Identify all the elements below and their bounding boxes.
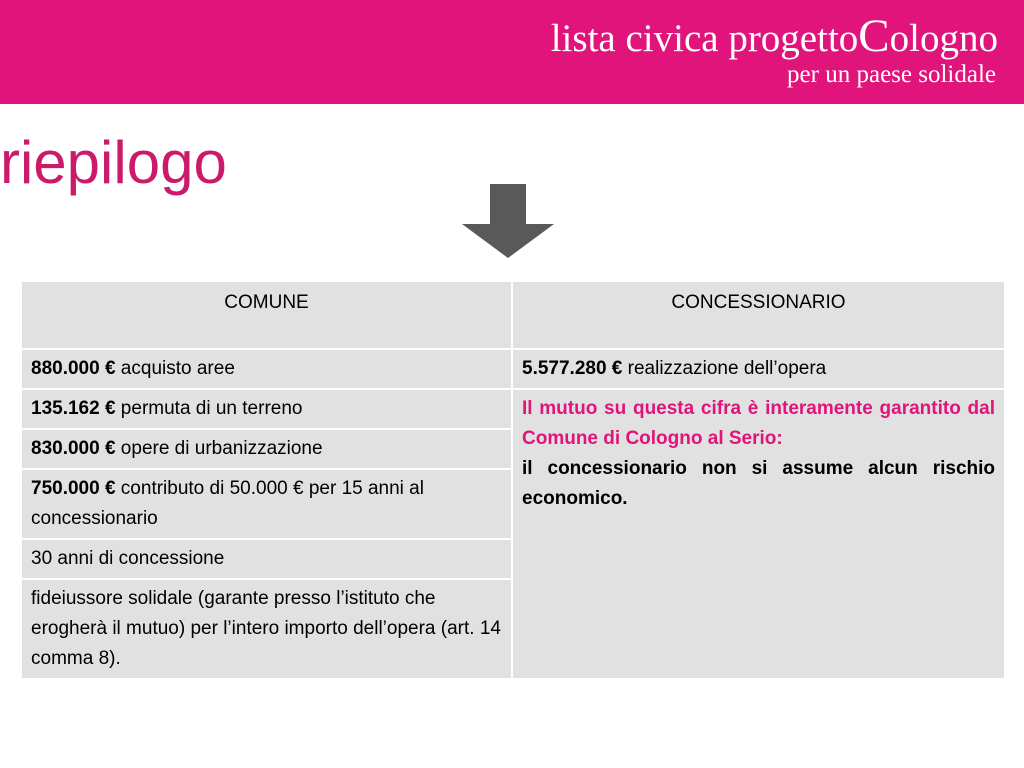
amount: 880.000 €	[31, 358, 116, 379]
description: opere di urbanizzazione	[115, 438, 323, 459]
comune-cell	[21, 579, 512, 679]
comune-cell	[21, 539, 512, 579]
description: 30 anni di concessione	[31, 548, 225, 569]
brand-title-part2: ologno	[889, 17, 998, 60]
header-banner	[0, 0, 1024, 104]
amount: 135.162 €	[31, 398, 116, 419]
comune-cell	[21, 429, 512, 469]
description: fideiussore solidale (garante presso l’istituto che erogherà il mutuo) per l’intero importo dell’opera (art. 14 comma 8).	[31, 588, 501, 669]
note-no-risk: il concessionario non si assume alcun rischio economico.	[522, 458, 995, 509]
concessionario-cell	[512, 349, 1005, 389]
amount: 750.000 €	[31, 478, 116, 499]
description: contributo di 50.000 € per 15 anni al concessionario	[31, 478, 424, 529]
description: realizzazione dell’opera	[622, 358, 827, 379]
table-header-row	[21, 281, 1005, 349]
table-row	[21, 389, 1005, 429]
comune-cell	[21, 349, 512, 389]
brand-title	[550, 10, 998, 62]
brand-title-part1: lista civica progetto	[550, 17, 859, 60]
note-guarantee: Il mutuo su questa cifra è interamente garantito dal Comune di Cologno al Serio:	[522, 398, 995, 449]
brand-title-big-letter: C	[858, 10, 890, 62]
header-comune: COMUNE	[21, 281, 512, 349]
page-title: riepilogo	[0, 129, 227, 196]
header-concessionario: CONCESSIONARIO	[512, 281, 1005, 349]
arrow-down-icon	[462, 184, 554, 258]
summary-table	[20, 280, 1006, 680]
concessionario-note	[512, 389, 1005, 679]
amount: 830.000 €	[31, 438, 116, 459]
brand-subtitle: per un paese solidale	[787, 61, 996, 88]
table-row	[21, 349, 1005, 389]
comune-cell	[21, 469, 512, 539]
amount: 5.577.280 €	[522, 358, 623, 379]
comune-cell	[21, 389, 512, 429]
description: permuta di un terreno	[115, 398, 303, 419]
description: acquisto aree	[115, 358, 235, 379]
